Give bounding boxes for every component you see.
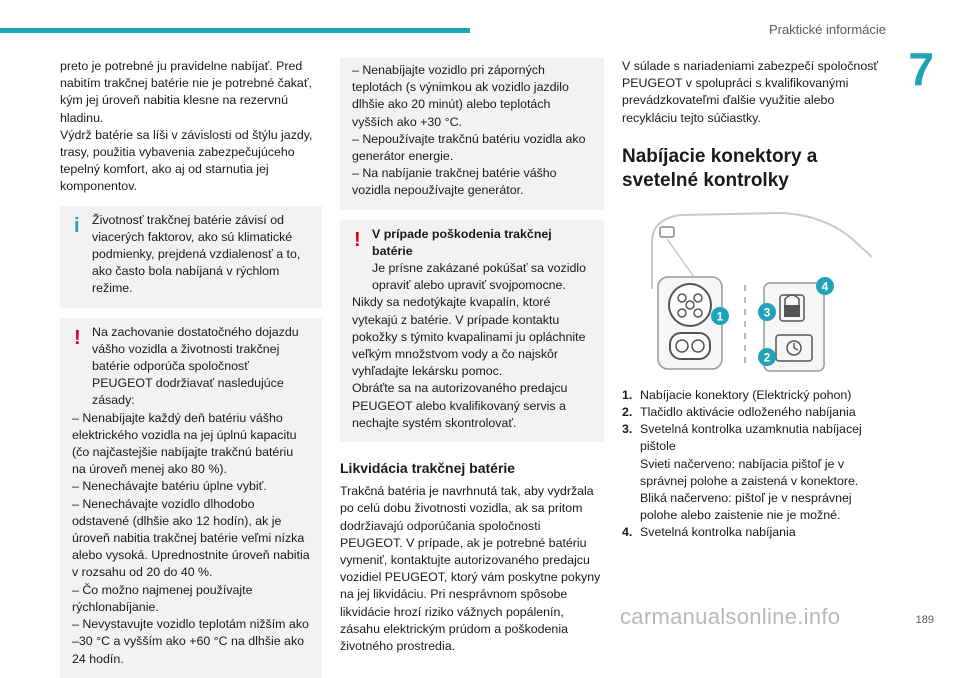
section-heading: Likvidácia trakčnej batérie (340, 460, 516, 477)
list-item: – Čo možno najmenej používajte rýchlonabíjanie. (72, 582, 253, 614)
column-2 (340, 58, 604, 655)
exclamation-icon: ! (74, 326, 81, 349)
paragraph: Je prísne zakázané pokúšať sa vozidlo opraviť alebo upraviť svojpomocne. (372, 261, 587, 293)
legend-item: Bliká načerveno: pištoľ je v nesprávnej polohe alebo zaistenie nie je možné. (640, 491, 852, 523)
list-item: – Nenechávajte vozidlo dlhodobo odstavené (dlhšie ako 12 hodín), ak je úroveň nabitia trakčnej batérie veľmi nízka alebo vysoká. Uprednostnite úroveň nabitia v rozsahu od 20 do 40 %. (72, 496, 310, 580)
warning-intro: Na zachovanie dostatočného dojazdu vášho vozidla a životnosti trakčnej batérie odporúča spoločnosť PEUGEOT dodržiavať nasledujúce zásady: (92, 324, 299, 408)
info-text: Životnosť trakčnej batérie závisí od viacerých faktorov, ako sú klimatické podmienky, prejdená vzdialenosť a to, ako často bola nabíjaná v rýchlom režime. (92, 212, 301, 296)
charging-port-illustration (622, 207, 890, 377)
charging-port-diagram (622, 207, 890, 377)
warning-box (60, 318, 322, 678)
info-icon: i (74, 214, 80, 237)
info-box (60, 206, 322, 308)
type2-socket-icon (669, 284, 711, 326)
list-item: – Nenechávajte batériu úplne vybiť. (72, 479, 267, 494)
callout-label-4: 4 (821, 279, 829, 294)
paragraph: Obráťte sa na autorizovaného predajcu PEUGEOT alebo kvalifikovaný servis a nechajte systém skontrolovať. (352, 381, 568, 430)
legend-item: Svieti načerveno: nabíjacia pištoľ je v správnej polohe a zaistená v konektore. (640, 456, 859, 488)
chapter-number: 7 (908, 43, 934, 95)
list-item: – Nevystavujte vozidlo teplotám nižším ako –30 °C a vyšším ako +60 °C na dlhšie ako 24 hodín. (72, 617, 309, 666)
column-1 (60, 58, 322, 678)
legend-item: 3. Svetelná kontrolka uzamknutia nabíjacej pištole (622, 422, 862, 454)
column-3 (622, 58, 890, 542)
chapter-title: Praktické informácie (768, 22, 886, 37)
paragraph: V súlade s nariadeniami zabezpečí spoločnosť PEUGEOT v spolupráci s kvalifikovanými prevádzkovateľmi ďalšie využitie alebo recykláciu tejto súčiastky. (622, 59, 879, 125)
charging-flap-icon (660, 227, 674, 237)
page-number: 189 (915, 614, 934, 626)
legend-item: 1. Nabíjacie konektory (Elektrický pohon) (622, 387, 852, 402)
list-item: – Na nabíjanie trakčnej batérie vášho vozidla nepoužívajte generátor. (352, 166, 557, 198)
list-item: – Nenabíjajte vozidlo pri záporných teplotách (s výnimkou ak vozidlo jazdilo dlhšie ako 20 minút) alebo teplotách vyšších ako +30 °C. (352, 63, 569, 129)
warning-title: V prípade poškodenia trakčnej batérie (372, 226, 552, 258)
callout-label-1: 1 (716, 309, 724, 324)
paragraph: preto je potrebné ju pravidelne nabíjať. Pred nabitím trakčnej batérie nie je potrebné čakať, kým jej úroveň nabitia klesne na rezervnú hladinu. (60, 59, 312, 125)
legend-item: 4. Svetelná kontrolka nabíjania (622, 525, 796, 540)
paragraph: Výdrž batérie sa líši v závislosti od štýlu jazdy, trasy, použitia vybavenia zabezpečujúceho tepelný komfort, ako aj od starnutia jej komponentov. (60, 127, 313, 194)
leader-line (667, 239, 694, 277)
warning-box (340, 220, 604, 442)
legend-item: 2. Tlačidlo aktivácie odloženého nabíjania (622, 405, 856, 420)
paragraph: Trakčná batéria je navrhnutá tak, aby vydržala po celú dobu životnosti vozidla, ak sa pritom dodržiavajú odporúčania spoločnosti PEUGEOT. V prípade, ak je potrebné batériu vymeniť, kontaktujte autorizovaného predajcu vozidiel PEUGEOT, ktorý vám poskytne pokyny na jej likvidáciu. Pri nesprávnom spôsobe likvidácie hrozí riziko vážnych popálenín, zásahu elektrickým prúdom a poškodenia životného prostredia. (340, 484, 601, 654)
callout-label-3: 3 (763, 305, 771, 320)
section-heading: Nabíjacie konektory a svetelné kontrolky (622, 145, 818, 191)
continued-box (340, 58, 604, 210)
list-item: – Nepoužívajte trakčnú batériu vozidla ako generátor energie. (352, 131, 586, 164)
paragraph: Nikdy sa nedotýkajte kvapalín, ktoré vytekajú z batérie. V prípade kontaktu pokožky s týmito kvapalinami ju opláchnite veľkým množstvom vody a čo najskôr vyhľadajte lekársku pomoc. (352, 295, 586, 379)
callout-label-2: 2 (763, 350, 771, 365)
header-accent-bar (0, 28, 470, 33)
list-item: – Nenabíjajte každý deň batériu vášho elektrického vozidla na jej úplnú kapacitu (čo najčastejšie nabíjajte trakčnú batériu na úroveň menej ako 80 %). (72, 410, 297, 477)
exclamation-icon: ! (354, 228, 361, 251)
watermark: carmanualsonline.info (620, 604, 841, 629)
